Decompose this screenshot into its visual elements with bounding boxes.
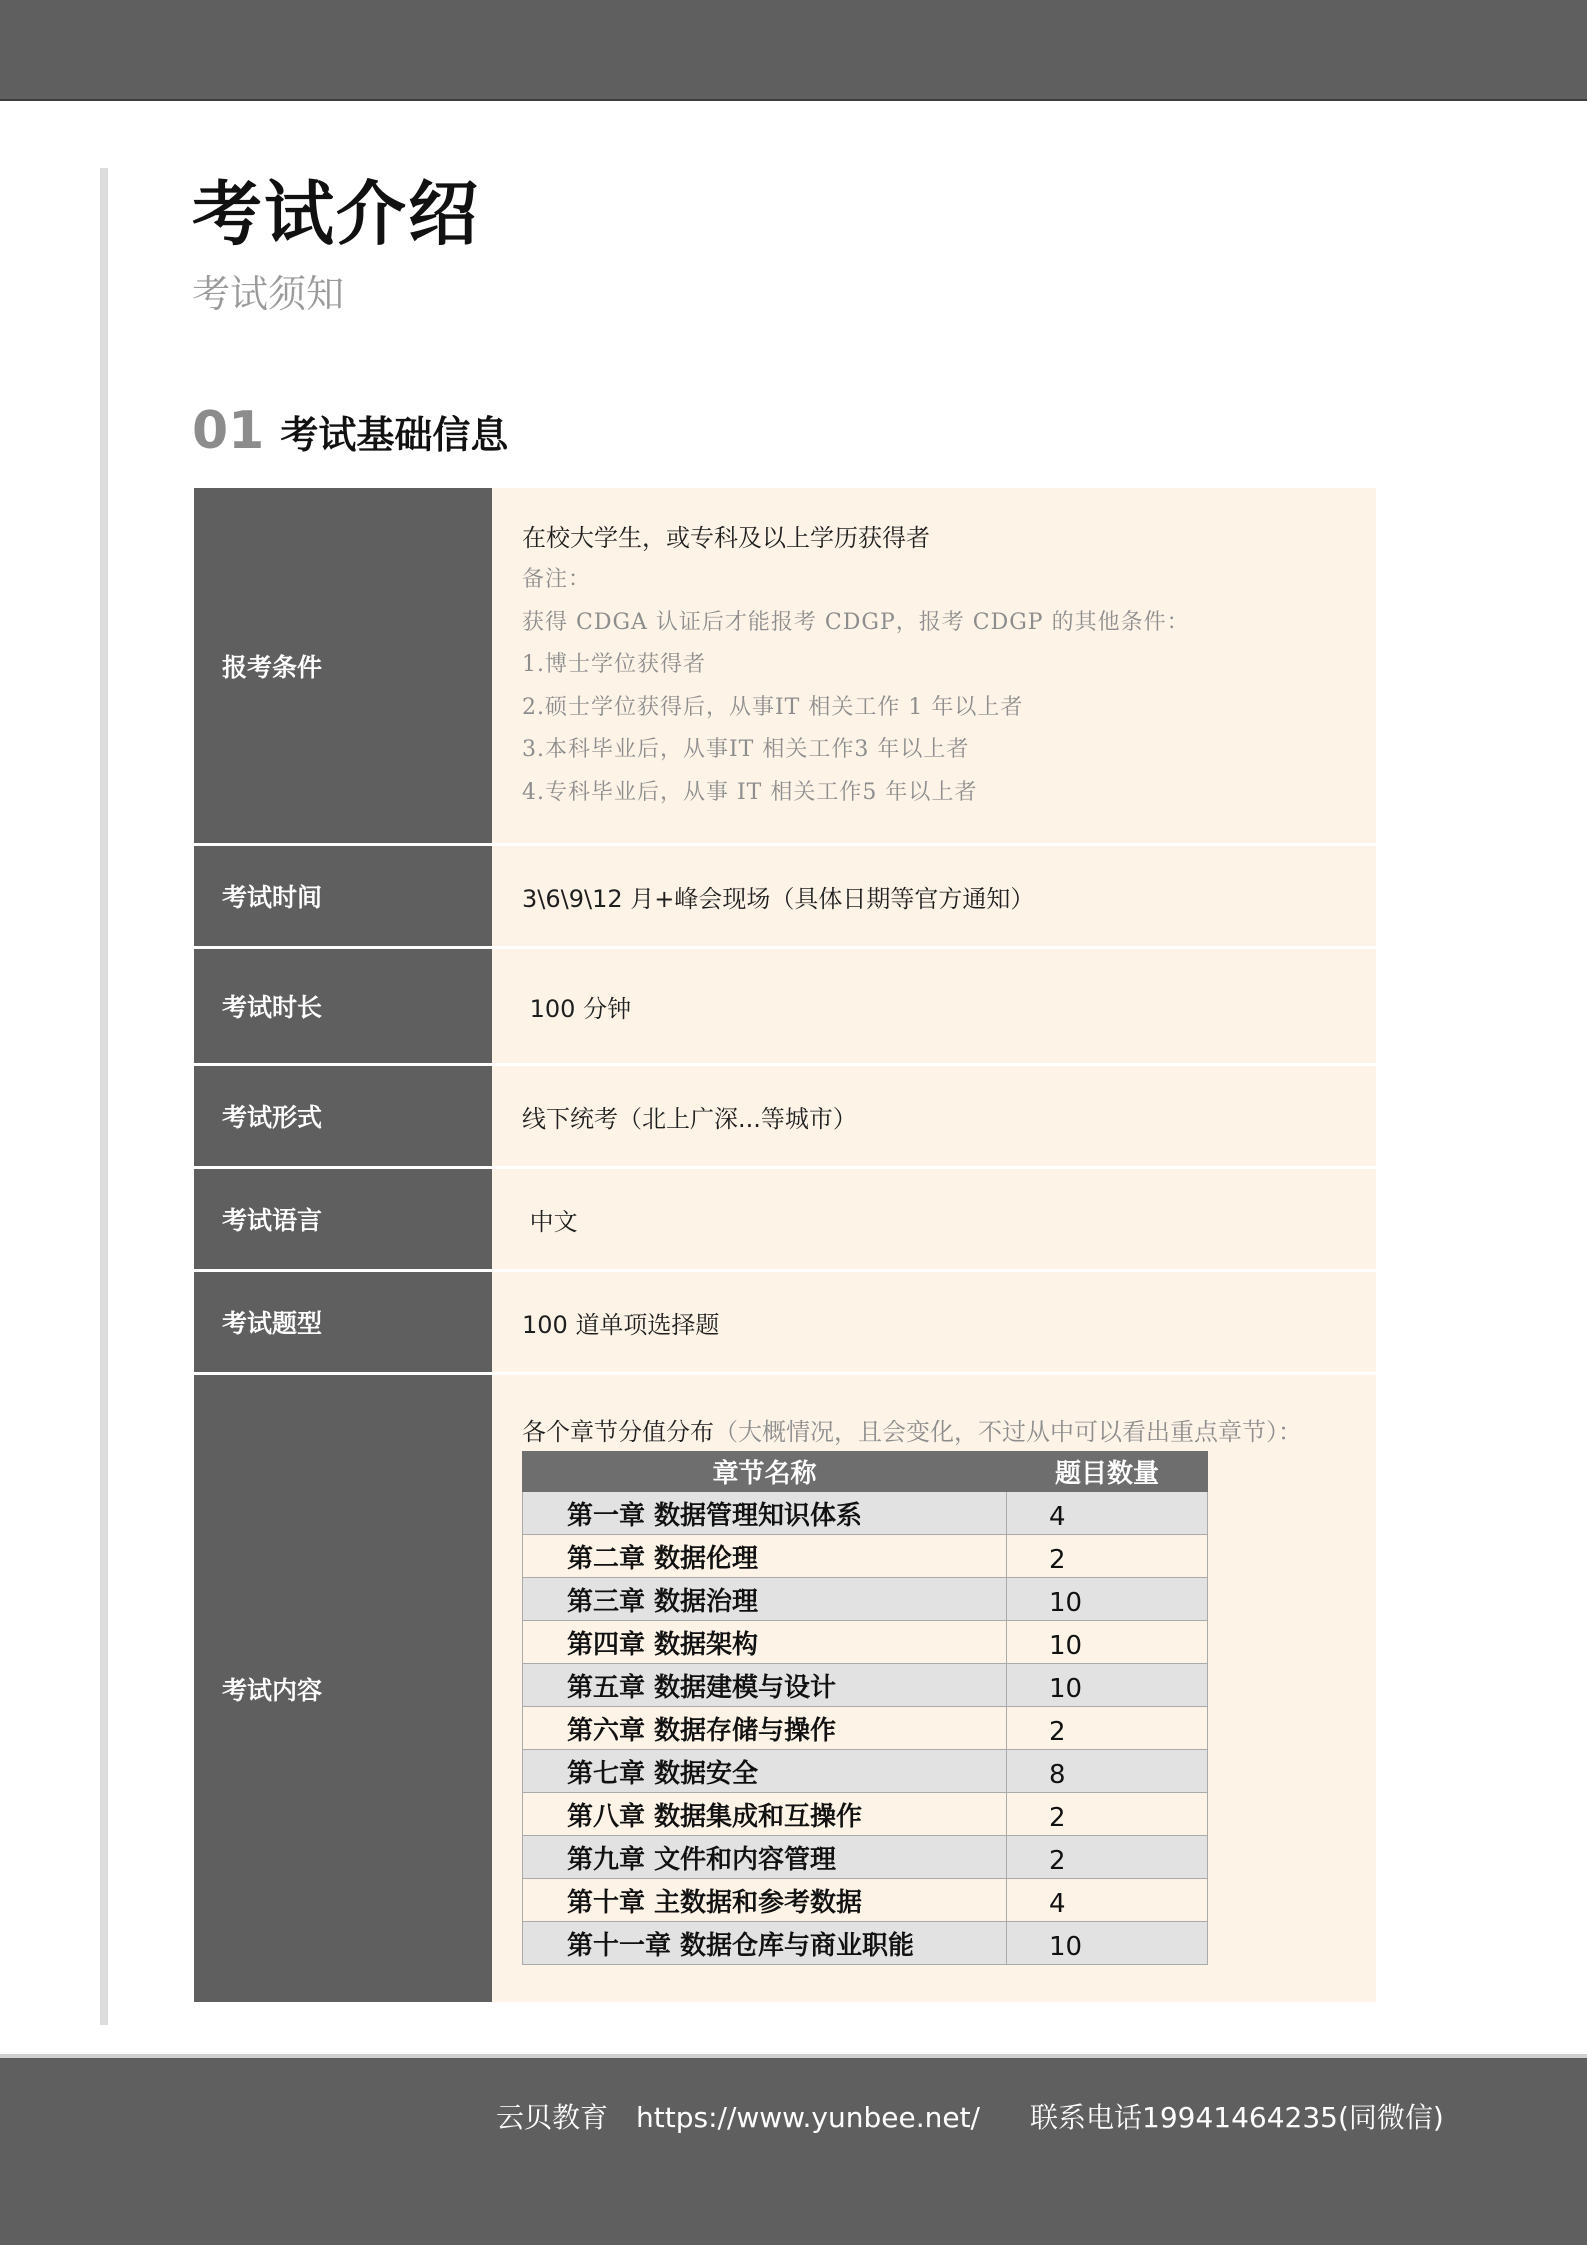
table-header-row [523,1452,1208,1492]
row-value: 100 道单项选择题 [492,1272,1376,1372]
chapter-name: 第十章 主数据和参考数据 [523,1879,1007,1922]
chapter-distribution-table [522,1451,1208,1965]
row-label: 考试题型 [194,1272,492,1372]
chapter-name: 第四章 数据架构 [523,1621,1007,1664]
distribution-intro [522,1415,1376,1449]
row-value [492,488,1376,843]
row-label: 报考条件 [194,488,492,843]
table-row [523,1664,1208,1707]
row-exam-format [194,1066,1376,1169]
row-exam-time [194,846,1376,949]
chapter-name: 第二章 数据伦理 [523,1535,1007,1578]
table-row [523,1922,1208,1965]
chapter-count: 2 [1007,1707,1208,1750]
chapter-count: 2 [1007,1836,1208,1879]
row-question-type [194,1272,1376,1375]
eligibility-note: 备注： [522,567,592,592]
footer-contact: 联系电话19941464235(同微信) [1030,2101,1444,2134]
top-bar [0,0,1587,101]
page-subtitle: 考试须知 [192,272,345,316]
chapter-count: 2 [1007,1535,1208,1578]
row-value: 3\6\9\12 月+峰会现场（具体日期等官方通知） [492,846,1376,946]
table-row [523,1492,1208,1535]
eligibility-note: 4.专科毕业后，从事 IT 相关工作5 年以上者 [522,779,978,805]
left-rule-divider [100,168,108,2025]
table-row [523,1707,1208,1750]
section-heading [192,400,508,462]
chapter-count: 2 [1007,1793,1208,1836]
footer-contact-line [496,2096,1472,2136]
chapter-name: 第十一章 数据仓库与商业职能 [523,1922,1007,1965]
chapter-count: 4 [1007,1879,1208,1922]
chapter-count: 10 [1007,1621,1208,1664]
eligibility-note: 1.博士学位获得者 [522,652,706,677]
chapter-count: 10 [1007,1922,1208,1965]
table-row [523,1535,1208,1578]
chapter-name: 第三章 数据治理 [523,1578,1007,1621]
row-label: 考试时间 [194,846,492,946]
distribution-intro-note: （大概情况，且会变化，不过从中可以看出重点章节）： [714,1418,1302,1446]
section-title: 考试基础信息 [280,413,509,457]
table-row [523,1836,1208,1879]
eligibility-note: 2.硕士学位获得后，从事IT 相关工作 1 年以上者 [522,694,1024,720]
column-header-count: 题目数量 [1007,1452,1208,1492]
chapter-count: 10 [1007,1578,1208,1621]
row-exam-content [194,1375,1376,2002]
chapter-name: 第九章 文件和内容管理 [523,1836,1007,1879]
row-exam-duration [194,949,1376,1066]
footer [0,2054,1587,2245]
row-value [492,1375,1376,2002]
row-label: 考试形式 [194,1066,492,1166]
column-header-chapter: 章节名称 [523,1452,1007,1492]
table-row [523,1578,1208,1621]
chapter-name: 第七章 数据安全 [523,1750,1007,1793]
row-exam-language [194,1169,1376,1272]
footer-url-link[interactable]: https://www.yunbee.net/ [636,2101,980,2134]
chapter-name: 第六章 数据存储与操作 [523,1707,1007,1750]
distribution-intro-text: 各个章节分值分布 [522,1418,714,1446]
chapter-count: 10 [1007,1664,1208,1707]
table-row [523,1621,1208,1664]
table-row [523,1750,1208,1793]
eligibility-main: 在校大学生，或专科及以上学历获得者 [522,524,930,552]
row-value: 中文 [492,1169,1376,1269]
row-value: 100 分钟 [492,949,1376,1063]
row-label: 考试内容 [194,1375,492,2002]
table-row [523,1879,1208,1922]
page-title: 考试介绍 [192,173,480,255]
chapter-name: 第五章 数据建模与设计 [523,1664,1007,1707]
row-value: 线下统考（北上广深...等城市） [492,1066,1376,1166]
footer-brand: 云贝教育 [496,2101,609,2134]
chapter-name: 第八章 数据集成和互操作 [523,1793,1007,1836]
eligibility-note: 3.本科毕业后，从事IT 相关工作3 年以上者 [522,737,970,762]
row-label: 考试语言 [194,1169,492,1269]
section-number: 01 [192,401,265,461]
chapter-name: 第一章 数据管理知识体系 [523,1492,1007,1535]
chapter-count: 8 [1007,1750,1208,1793]
row-eligibility [194,488,1376,846]
eligibility-note: 获得 CDGA 认证后才能报考 CDGP，报考 CDGP 的其他条件： [522,609,1190,635]
table-row [523,1793,1208,1836]
exam-info-table [194,488,1376,2002]
chapter-count: 4 [1007,1492,1208,1535]
row-label: 考试时长 [194,949,492,1063]
